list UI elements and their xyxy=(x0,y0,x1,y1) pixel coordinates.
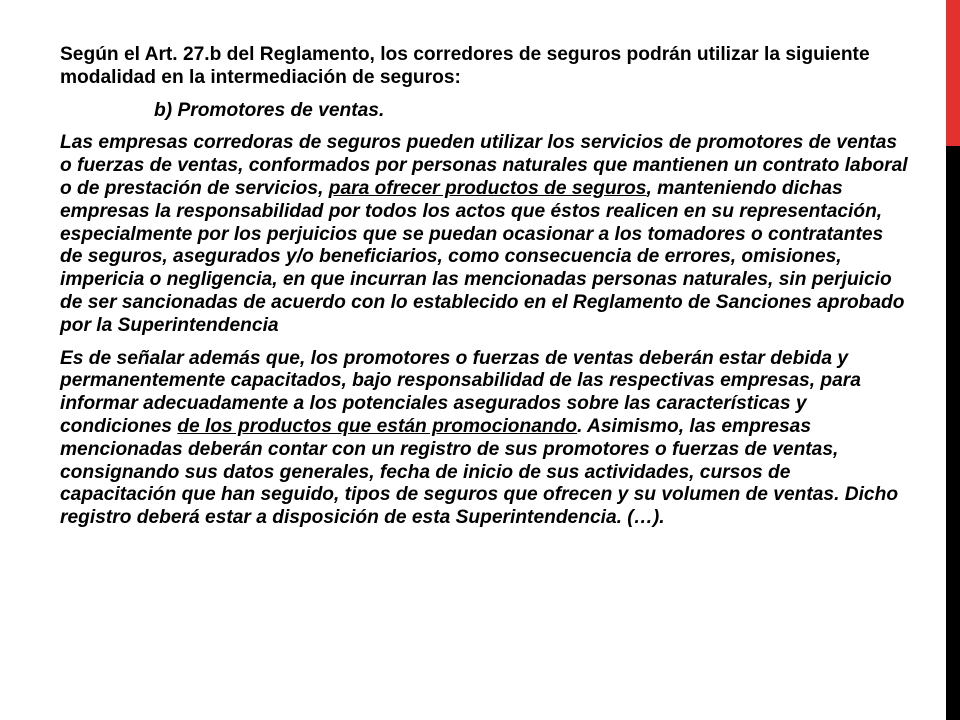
paragraph-2-text-a: Es de señalar además que, los promotores o fuerzas de ventas deberán estar debida y permanentemente capacitados, bajo responsabilidad de las respectivas empresas, para informar adecuadamente a los potenciales asegurados sobre las características y condiciones xyxy=(60,347,861,437)
paragraph-1-text-a: Las empresas corredoras de seguros pueden utilizar los servicios de promotores de ventas o fuerzas de ventas, conformados por personas naturales que mantienen un contrato laboral o de prestación de servicios, xyxy=(60,132,908,199)
side-bar xyxy=(946,0,960,720)
subheading: b) Promotores de ventas. xyxy=(154,99,385,121)
paragraph-1 xyxy=(60,132,910,337)
intro-paragraph: Según el Art. 27.b del Reglamento, los corredores de seguros podrán utilizar la siguiente modalidad en la intermediación de seguros: xyxy=(60,44,870,88)
paragraph-2-text-b: . Asimismo, las empresas mencionadas deberán contar con un registro de sus promotores o fuerzas de ventas, consignando sus datos generales, fecha de inicio de sus actividades, cursos de capacitación que han seguido, tipos de seguros que ofrecen y su volumen de ventas. Dicho registro deberá estar a disposición de esta Superintendencia. (…). xyxy=(60,415,899,529)
paragraph-1-text-b: , manteniendo dichas empresas la responsabilidad por todos los actos que éstos realicen en su representación, especialmente por los perjuicios que se puedan ocasionar a los tomadores o contratantes de seguros, asegurados y/o beneficiarios, como consecuencia de errores, omisiones, impericia o negligencia, en que incurran las mencionadas personas naturales, sin perjuicio de ser sancionadas de acuerdo con lo establecido en el Reglamento de Sanciones aprobado por la Superintendencia xyxy=(60,177,905,336)
side-bar-accent xyxy=(946,0,960,146)
slide-content xyxy=(60,44,910,540)
paragraph-1-underlined: para ofrecer productos de seguros xyxy=(328,177,647,199)
paragraph-2-underlined: de los productos que están promocionando xyxy=(177,415,578,437)
paragraph-2 xyxy=(60,348,910,530)
